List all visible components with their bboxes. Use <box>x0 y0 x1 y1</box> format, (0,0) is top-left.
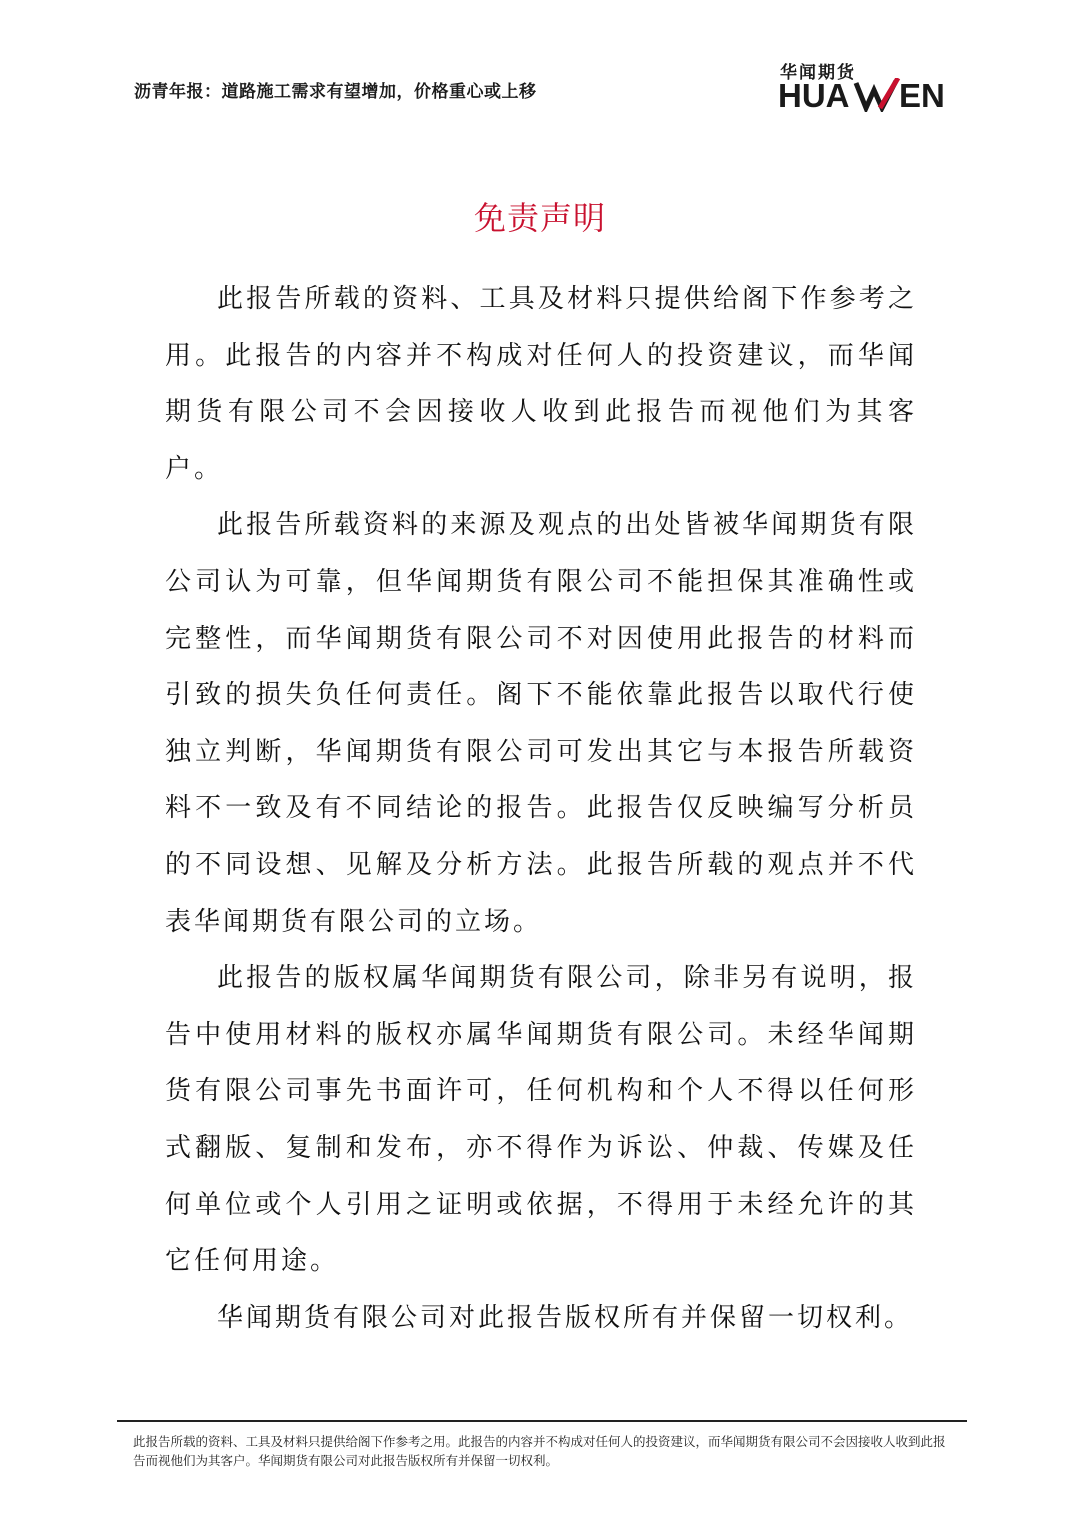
report-header-title: 沥青年报：道路施工需求有望增加，价格重心或上移 <box>134 82 537 102</box>
logo-wordmark-right: EN <box>899 78 945 112</box>
logo-wordmark-left: HUA <box>778 78 850 112</box>
disclaimer-paragraph: 此报告所载资料的来源及观点的出处皆被华闻期货有限公司认为可靠，但华闻期货有限公司不能担保其准确性或完整性，而华闻期货有限公司不对因使用此报告的材料而引致的损失负任何责任。阁下不能依靠此报告以取代行使独立判断，华闻期货有限公司可发出其它与本报告所载资料不一致及有不同结论的报告。此报告仅反映编写分析员的不同设想、见解及分析方法。此报告所载的观点并不代表华闻期货有限公司的立场。 <box>165 510 917 937</box>
disclaimer-title: 免责声明 <box>473 199 606 237</box>
disclaimer-body <box>165 271 917 1346</box>
logo-red-stroke <box>880 78 898 108</box>
footer-disclaimer: 此报告所载的资料、工具及材料只提供给阁下作参考之用。此报告的内容并不构成对任何人的投资建议，而华闻期货有限公司不会因接收人收到此报告而视他们为其客户。华闻期货有限公司对此报告版权所有并保留一切权利。 <box>133 1434 946 1468</box>
logo-chinese-name: 华闻期货 <box>780 63 856 83</box>
footer-divider <box>117 1420 967 1422</box>
logo-wordmark <box>778 78 953 112</box>
disclaimer-paragraph: 此报告所载的资料、工具及材料只提供给阁下作参考之用。此报告的内容并不构成对任何人的投资建议，而华闻期货有限公司不会因接收人收到此报告而视他们为其客户。 <box>165 284 917 484</box>
disclaimer-paragraph: 此报告的版权属华闻期货有限公司，除非另有说明，报告中使用材料的版权亦属华闻期货有限公司。未经华闻期货有限公司事先书面许可，任何机构和个人不得以任何形式翻版、复制和发布，亦不得作为诉讼、仲裁、传媒及任何单位或个人引用之证明或依据，不得用于未经允许的其它任何用途。 <box>165 963 917 1277</box>
disclaimer-paragraph: 华闻期货有限公司对此报告版权所有并保留一切权利。 <box>217 1302 914 1333</box>
huawen-logo <box>778 58 953 112</box>
